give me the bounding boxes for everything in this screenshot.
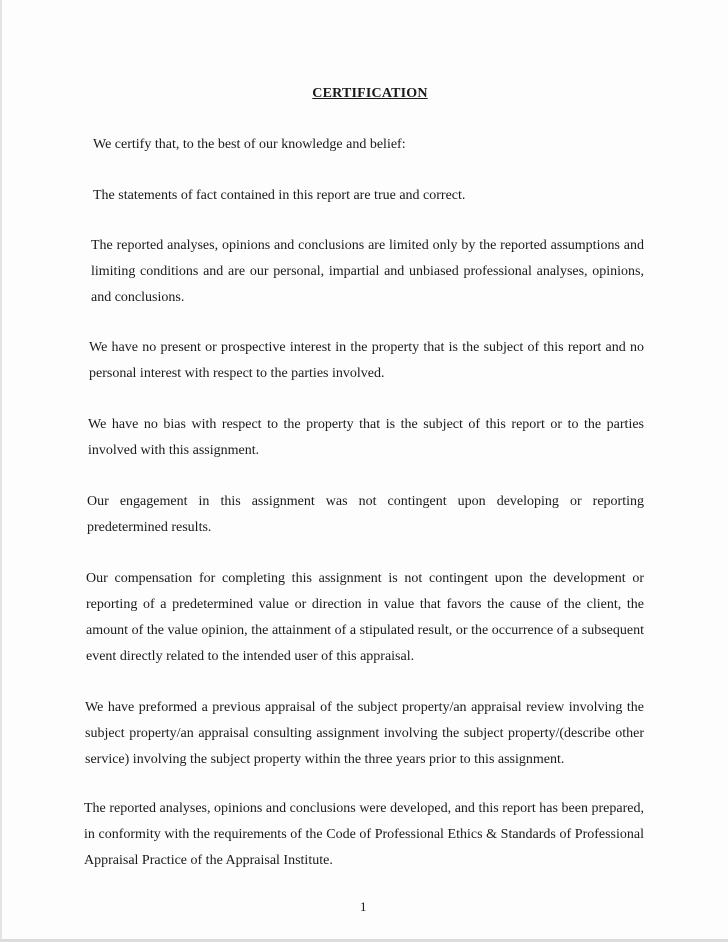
document-title: CERTIFICATION xyxy=(312,86,428,101)
paragraph-no-interest: We have no present or prospective interest in the property that is the subject of this report and no personal interest with respect to the parties involved. xyxy=(89,340,644,381)
paragraph-analyses-limited: The reported analyses, opinions and conclusions are limited only by the reported assumptions and limiting conditions and are our personal, impartial and unbiased professional analyses, opinions, and conclusions. xyxy=(91,238,644,305)
paragraph-conformity: The reported analyses, opinions and conclusions were developed, and this report has been prepared, in conformity with the requirements of the Code of Professional Ethics & Standards of Professional Appraisal Practice of the Appraisal Institute. xyxy=(84,801,644,868)
paragraph-certify-intro: We certify that, to the best of our knowledge and belief: xyxy=(93,137,406,152)
scan-edge-left xyxy=(0,0,2,942)
paragraph-statements-of-fact: The statements of fact contained in this report are true and correct. xyxy=(93,188,466,203)
paragraph-no-bias: We have no bias with respect to the property that is the subject of this report or to the parties involved with this assignment. xyxy=(88,417,644,458)
paragraph-engagement: Our engagement in this assignment was not contingent upon developing or reporting predetermined results. xyxy=(87,494,644,535)
paragraph-previous-appraisal: We have preformed a previous appraisal of the subject property/an appraisal review involving the subject property/an appraisal consulting assignment involving the subject property/(describe other service) involving the subject property within the three years prior to this assignment. xyxy=(85,700,644,767)
paragraph-compensation: Our compensation for completing this assignment is not contingent upon the development or reporting of a predetermined value or direction in value that favors the cause of the client, the amount of the value opinion, the attainment of a stipulated result, or the occurrence of a subsequent event directly related to the intended user of this appraisal. xyxy=(86,571,644,664)
page-number: 1 xyxy=(360,899,367,914)
